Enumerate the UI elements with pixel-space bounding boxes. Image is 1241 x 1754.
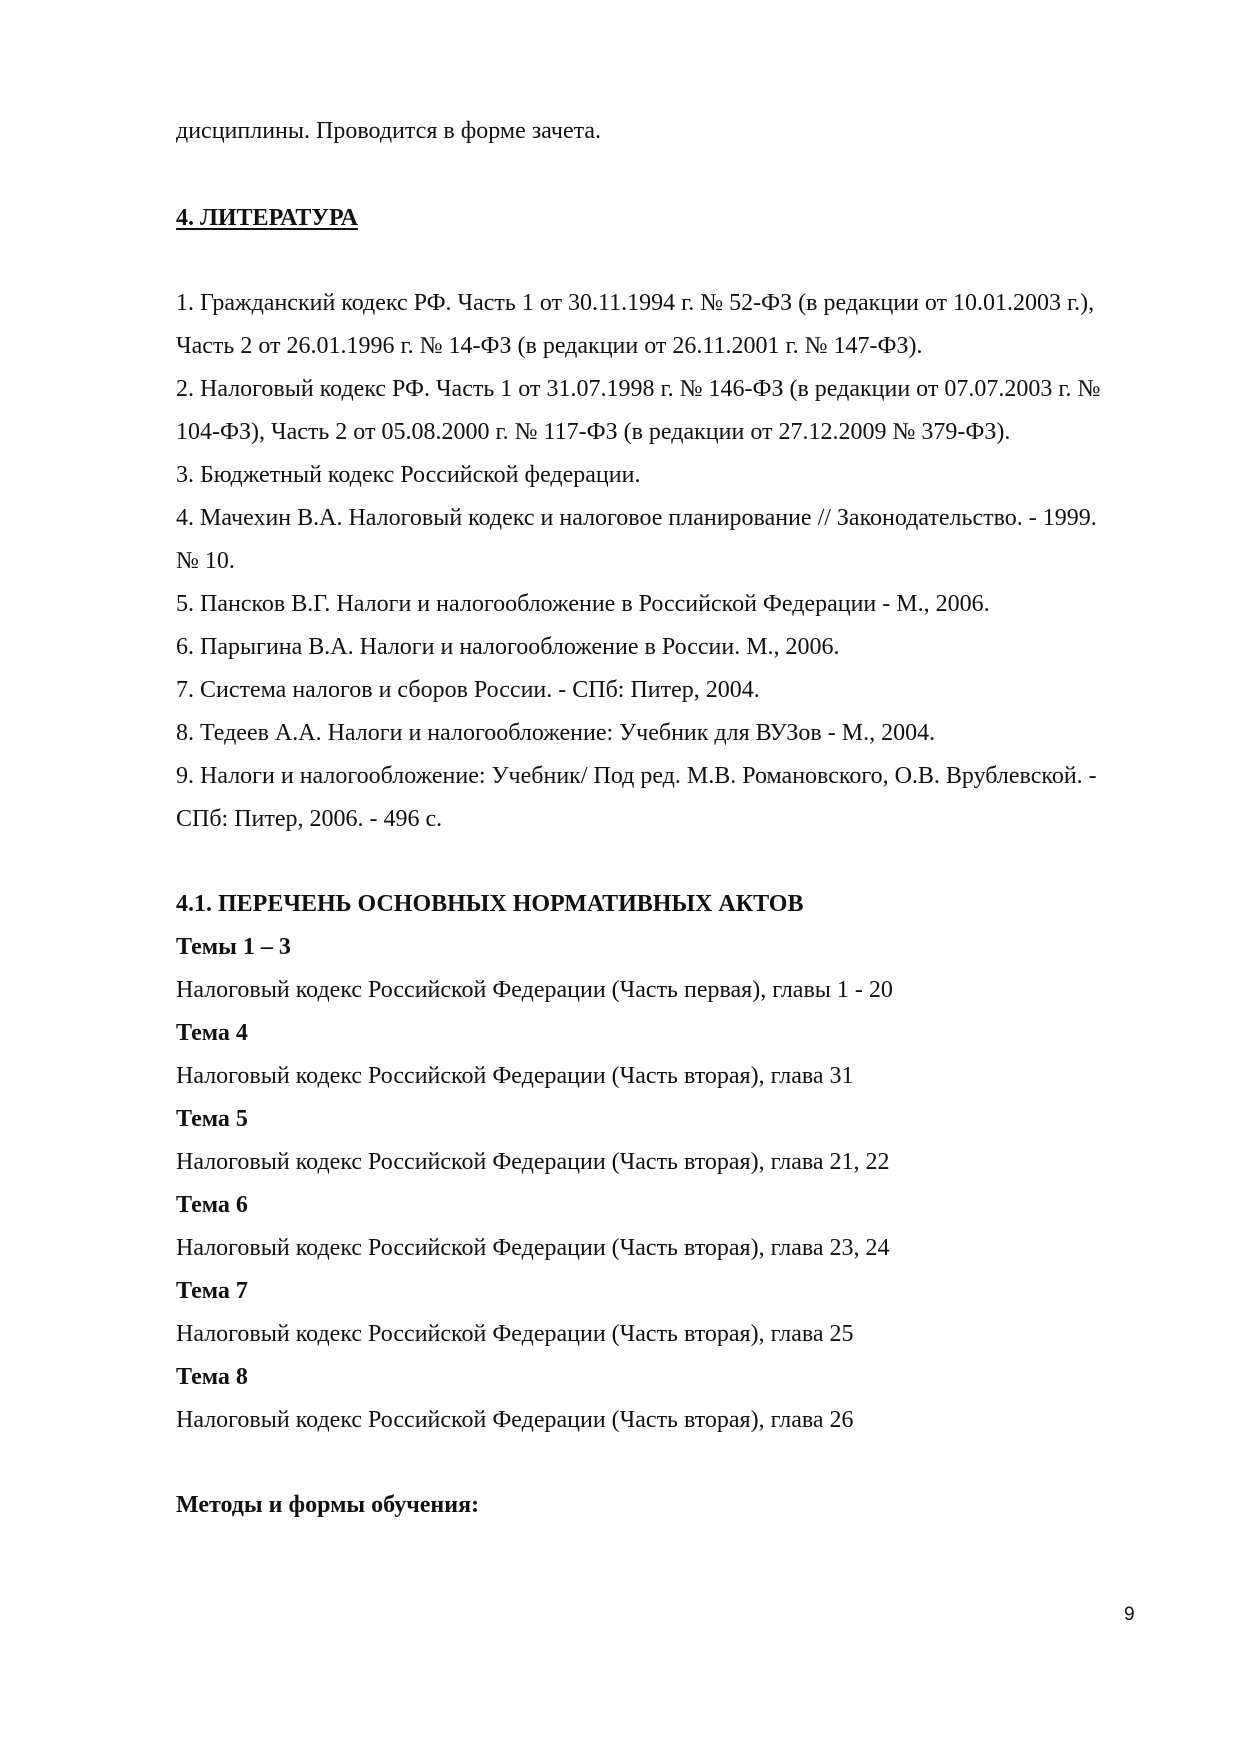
intro-line: дисциплины. Проводится в форме зачета. [176,118,602,144]
literature-line: 3. Бюджетный кодекс Российской федерации. [176,462,641,488]
literature-heading: 4. ЛИТЕРАТУРА [176,205,358,231]
literature-line: 5. Пансков В.Г. Налоги и налогообложение в Российской Федерации - М., 2006. [176,591,990,617]
topic-text: Налоговый кодекс Российской Федерации (Часть первая), главы 1 - 20 [176,977,893,1003]
literature-line: 7. Система налогов и сборов России. - СПб: Питер, 2004. [176,677,760,703]
literature-line: № 10. [176,548,235,574]
literature-line: СПб: Питер, 2006. - 496 с. [176,806,443,832]
topic-text: Налоговый кодекс Российской Федерации (Часть вторая), глава 23, 24 [176,1235,890,1261]
topic-text: Налоговый кодекс Российской Федерации (Часть вторая), глава 25 [176,1321,854,1347]
topic-title: Тема 8 [176,1364,248,1390]
literature-line: 6. Парыгина В.А. Налоги и налогообложение в России. М., 2006. [176,634,840,660]
topic-text: Налоговый кодекс Российской Федерации (Часть вторая), глава 26 [176,1407,854,1433]
normative-acts-list [176,926,1166,1442]
methods-heading: Методы и формы обучения: [176,1492,480,1518]
topic-title: Тема 7 [176,1278,248,1304]
topic-title: Тема 6 [176,1192,248,1218]
normative-acts-heading: 4.1. ПЕРЕЧЕНЬ ОСНОВНЫХ НОРМАТИВНЫХ АКТОВ [176,891,804,917]
page-number: 9 [1124,1604,1135,1625]
literature-line: 4. Мачехин В.А. Налоговый кодекс и налоговое планирование // Законодательство. - 1999. [176,505,1097,531]
literature-line: 9. Налоги и налогообложение: Учебник/ Под ред. М.В. Романовского, О.В. Врублевской. - [176,763,1097,789]
literature-line: 1. Гражданский кодекс РФ. Часть 1 от 30.11.1994 г. № 52-ФЗ (в редакции от 10.01.2003 г.), [176,290,1095,316]
literature-line: 104-ФЗ), Часть 2 от 05.08.2000 г. № 117-ФЗ (в редакции от 27.12.2009 № 379-ФЗ). [176,419,1011,445]
literature-line: Часть 2 от 26.01.1996 г. № 14-ФЗ (в редакции от 26.11.2001 г. № 147-ФЗ). [176,333,923,359]
topic-text: Налоговый кодекс Российской Федерации (Часть вторая), глава 31 [176,1063,854,1089]
topic-title: Темы 1 – 3 [176,934,291,960]
literature-list [176,282,1166,841]
topic-title: Тема 4 [176,1020,248,1046]
topic-title: Тема 5 [176,1106,248,1132]
literature-line: 2. Налоговый кодекс РФ. Часть 1 от 31.07.1998 г. № 146-ФЗ (в редакции от 07.07.2003 г. № [176,376,1101,402]
page-content [176,110,1166,1527]
topic-text: Налоговый кодекс Российской Федерации (Часть вторая), глава 21, 22 [176,1149,890,1175]
literature-line: 8. Тедеев А.А. Налоги и налогообложение: Учебник для ВУЗов - М., 2004. [176,720,936,746]
